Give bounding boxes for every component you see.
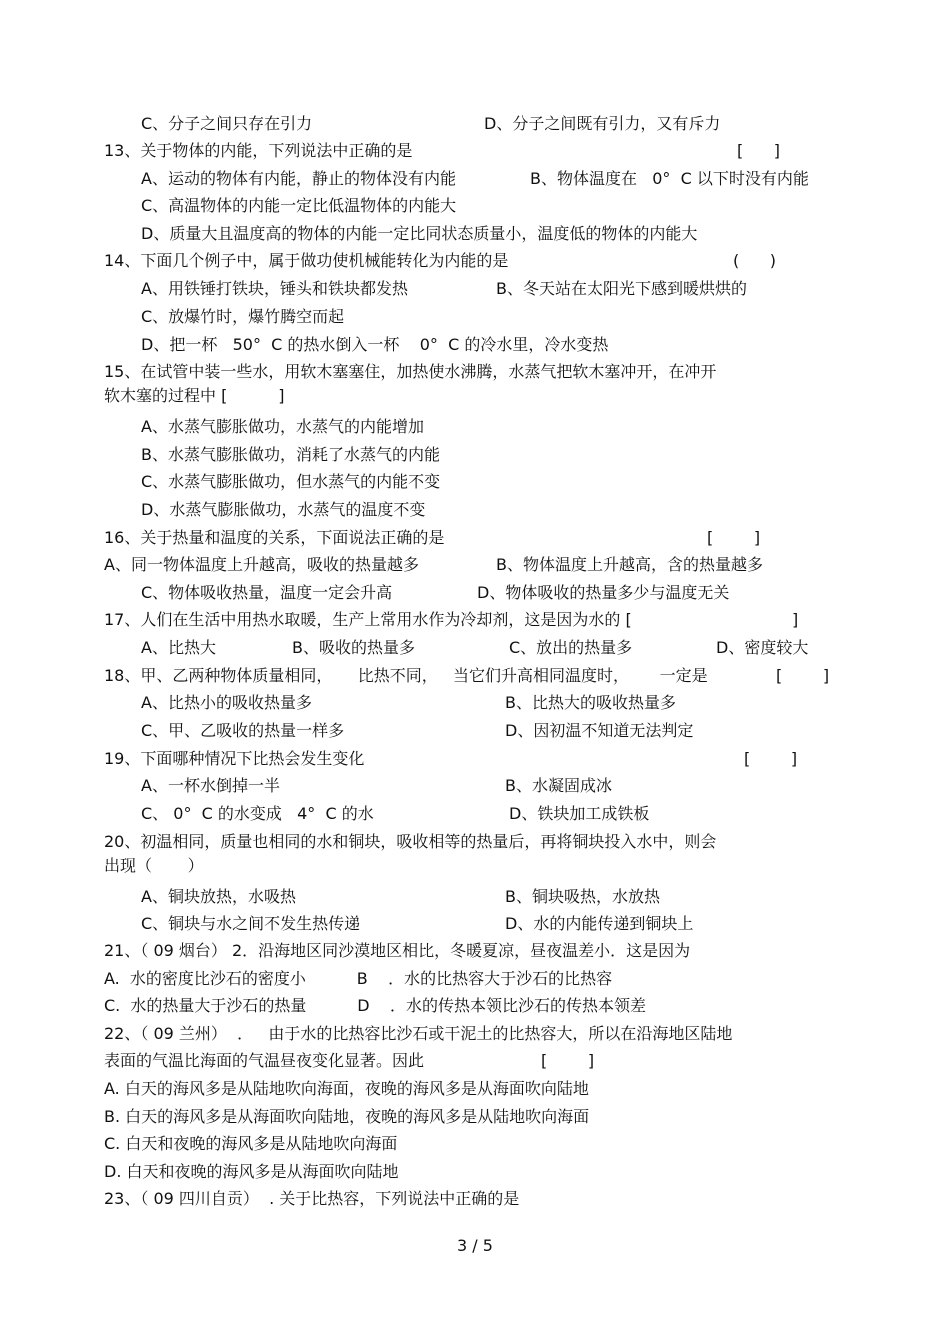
option-c-19: C、 0° C 的水变成 4° C 的水 [141, 804, 374, 823]
option-c-15: C、水蒸气膨胀做功，但水蒸气的内能不变 [141, 472, 441, 491]
option-b-13: B、物体温度在 0° C 以下时没有内能 [530, 169, 809, 188]
option-c-22: C. 白天和夜晚的海风多是从陆地吹向海面 [104, 1134, 398, 1153]
option-d-22: D. 白天和夜晚的海风多是从海面吹向陆地 [104, 1162, 399, 1181]
option-a-18: A、比热小的吸收热量多 [141, 693, 312, 712]
option-c-14: C、放爆竹时，爆竹腾空而起 [141, 307, 345, 326]
option-b-17: B、吸收的热量多 [292, 638, 415, 657]
option-c-13: C、高温物体的内能一定比低温物体的内能大 [141, 196, 457, 215]
option-b-14: B、冬天站在太阳光下感到暖烘烘的 [496, 279, 747, 298]
option-c-20: C、铜块与水之间不发生热传递 [141, 914, 361, 933]
option-a-20: A、铜块放热，水吸热 [141, 887, 296, 906]
option-d-17: D、密度较大 [716, 638, 809, 657]
option-b-22: B. 白天的海风多是从海面吹向陆地，夜晚的海风多是从陆地吹向海面 [104, 1107, 590, 1126]
option-c-16: C、物体吸收热量，温度一定会升高 [141, 583, 393, 602]
option-a-22: A. 白天的海风多是从陆地吹向海面，夜晚的海风多是从海面吹向陆地 [104, 1079, 589, 1098]
option-a-14: A、用铁锤打铁块，锤头和铁块都发热 [141, 279, 408, 298]
option-a-19: A、一杯水倒掉一半 [141, 776, 280, 795]
option-a-17: A、比热大 [141, 638, 216, 657]
option-d-18: D、因初温不知道无法判定 [505, 721, 694, 740]
question-18: 18、甲、乙两种物体质量相同， 比热不同， 当它们升高相同温度时， 一定是 [104, 666, 708, 685]
option-d-12: D、分子之间既有引力，又有斥力 [484, 114, 721, 133]
question-13: 13、关于物体的内能，下列说法中正确的是 [104, 141, 413, 160]
question-20: 20、初温相同，质量也相同的水和铜块，吸收相等的热量后，再将铜块投入水中，则会 [104, 832, 717, 851]
question-22-line2: 表面的气温比海面的气温昼夜变化显著。因此 [104, 1051, 425, 1070]
answer-bracket-14: ( ) [733, 251, 776, 270]
option-b-19: B、水凝固成冰 [505, 776, 612, 795]
option-c-17: C、放出的热量多 [509, 638, 633, 657]
question-23: 23、（ 09 四川自贡） . 关于比热容，下列说法中正确的是 [104, 1189, 520, 1208]
question-16: 16、关于热量和温度的关系，下面说法正确的是 [104, 528, 445, 547]
option-d-14: D、把一杯 50° C 的热水倒入一杯 0° C 的冷水里，冷水变热 [141, 335, 609, 354]
option-a-16: A、同一物体温度上升越高，吸收的热量越多 [104, 555, 419, 574]
answer-bracket-18: [ ] [776, 666, 830, 685]
option-b-20: B、铜块吸热，水放热 [505, 887, 660, 906]
option-d-15: D、水蒸气膨胀做功，水蒸气的温度不变 [141, 500, 426, 519]
option-d-16: D、物体吸收的热量多少与温度无关 [477, 583, 730, 602]
option-ab-21: A. 水的密度比沙石的密度小 B ．水的比热容大于沙石的比热容 [104, 969, 613, 988]
answer-bracket-22: [ ] [541, 1051, 595, 1070]
option-a-13: A、运动的物体有内能，静止的物体没有内能 [141, 169, 456, 188]
question-15: 15、在试管中装一些水，用软木塞塞住，加热使水沸腾，水蒸气把软木塞冲开，在冲开 [104, 362, 717, 381]
question-15-line2: 软木塞的过程中 [ ] [104, 386, 285, 405]
answer-bracket-17: ] [792, 610, 799, 629]
page-number: 3 / 5 [457, 1236, 493, 1255]
option-b-15: B、水蒸气膨胀做功，消耗了水蒸气的内能 [141, 445, 440, 464]
answer-bracket-13: [ ] [737, 141, 780, 160]
option-b-16: B、物体温度上升越高，含的热量越多 [496, 555, 763, 574]
option-a-15: A、水蒸气膨胀做功，水蒸气的内能增加 [141, 417, 424, 436]
question-20-line2: 出现（ ） [104, 856, 204, 875]
question-14: 14、下面几个例子中，属于做功使机械能转化为内能的是 [104, 251, 509, 270]
option-b-18: B、比热大的吸收热量多 [505, 693, 676, 712]
answer-bracket-16: [ ] [707, 528, 761, 547]
question-22: 22、（ 09 兰州） ． 由于水的比热容比沙石或干泥土的比热容大，所以在沿海地区陆地 [104, 1024, 733, 1043]
option-d-19: D、铁块加工成铁板 [509, 804, 650, 823]
option-d-20: D、水的内能传递到铜块上 [505, 914, 694, 933]
option-c-18: C、甲、乙吸收的热量一样多 [141, 721, 345, 740]
question-21: 21、（ 09 烟台） 2．沿海地区同沙漠地区相比，冬暖夏凉，昼夜温差小．这是因为 [104, 941, 691, 960]
question-17: 17、人们在生活中用热水取暖，生产上常用水作为冷却剂，这是因为水的 [ [104, 610, 632, 629]
option-d-13: D、质量大且温度高的物体的内能一定比同状态质量小，温度低的物体的内能大 [141, 224, 698, 243]
option-cd-21: C. 水的热量大于沙石的热量 D ．水的传热本领比沙石的传热本领差 [104, 996, 646, 1015]
answer-bracket-19: [ ] [744, 749, 798, 768]
option-c-12: C、分子之间只存在引力 [141, 114, 313, 133]
question-19: 19、下面哪种情况下比热会发生变化 [104, 749, 365, 768]
